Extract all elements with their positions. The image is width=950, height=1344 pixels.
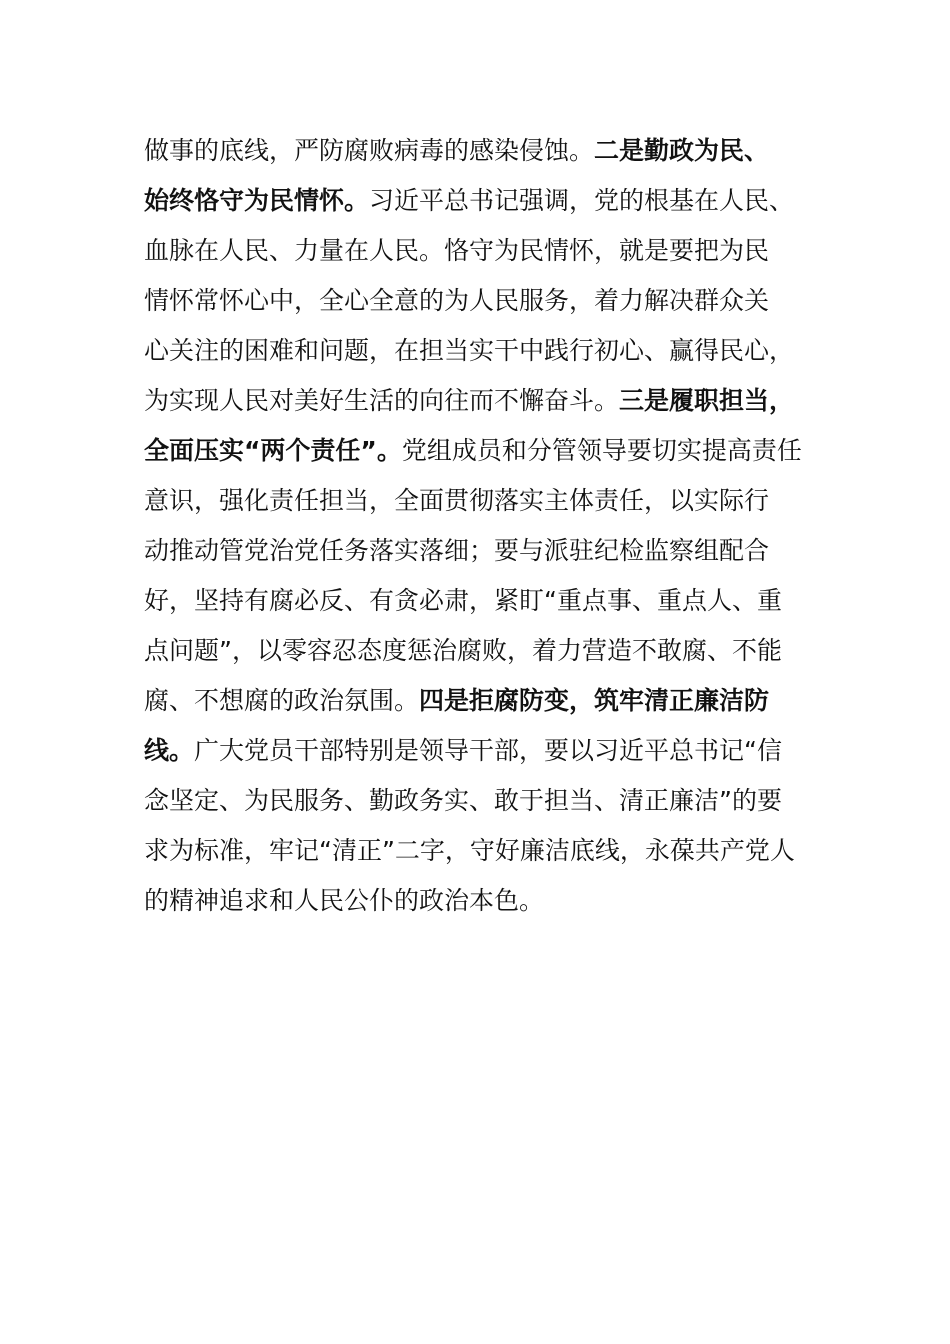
text-run: 情怀常怀心中，全心全意的为人民服务，着力解决群众关 (144, 286, 770, 315)
paragraph-line-7 (144, 426, 824, 476)
text-run: 意识，强化责任担当，全面贯彻落实主体责任，以实际行 (144, 486, 770, 515)
paragraph-line-2 (144, 176, 824, 226)
text-run: 动推动管党治党任务落实落细；要与派驻纪检监察组配合 (144, 536, 770, 565)
text-run: 求为标准，牢记“清正”二字，守好廉洁底线，永葆共产党人 (144, 836, 795, 865)
bold-heading-run: 四是拒腐防变，筑牢清正廉洁防 (419, 686, 770, 715)
paragraph-line-13 (144, 726, 824, 776)
paragraph-line-11 (144, 626, 824, 676)
text-run: 为实现人民对美好生活的向往而不懈奋斗。 (144, 386, 620, 415)
bold-heading-run: 二是勤政为民、 (594, 136, 770, 165)
bold-heading-run: 三是履职担当， (619, 386, 795, 415)
text-run: 广大党员干部特别是领导干部，要以习近平总书记“信 (194, 736, 782, 765)
paragraph-line-8 (144, 476, 824, 526)
paragraph-line-3 (144, 226, 824, 276)
text-run: 心关注的困难和问题，在担当实干中践行初心、赢得民心， (144, 336, 795, 365)
paragraph-line-12 (144, 676, 824, 726)
paragraph-line-5 (144, 326, 824, 376)
text-run: 的精神追求和人民公仆的政治本色。 (144, 886, 545, 915)
paragraph-line-1 (144, 126, 824, 176)
text-run: 念坚定、为民服务、勤政务实、敢于担当、清正廉洁”的要 (144, 786, 782, 815)
bold-heading-run: 全面压实“两个责任”。 (144, 436, 402, 465)
paragraph-line-9 (144, 526, 824, 576)
text-run: 点问题”，以零容忍态度惩治腐败，着力营造不敢腐、不能 (144, 636, 782, 665)
bold-heading-run: 线。 (144, 736, 195, 765)
text-run: 血脉在人民、力量在人民。恪守为民情怀，就是要把为民 (144, 236, 770, 265)
paragraph-line-15 (144, 826, 824, 876)
text-run: 做事的底线，严防腐败病毒的感染侵蚀。 (144, 136, 595, 165)
text-run: 习近平总书记强调，党的根基在人民、 (369, 186, 795, 215)
text-run: 党组成员和分管领导要切实提高责任 (401, 436, 802, 465)
paragraph-line-16 (144, 876, 824, 926)
paragraph-line-10 (144, 576, 824, 626)
text-run: 好，坚持有腐必反、有贪必肃，紧盯“重点事、重点人、重 (144, 586, 782, 615)
paragraph-line-4 (144, 276, 824, 326)
paragraph-line-14 (144, 776, 824, 826)
text-run: 腐、不想腐的政治氛围。 (144, 686, 420, 715)
bold-heading-run: 始终恪守为民情怀。 (144, 186, 370, 215)
paragraph-line-6 (144, 376, 824, 426)
